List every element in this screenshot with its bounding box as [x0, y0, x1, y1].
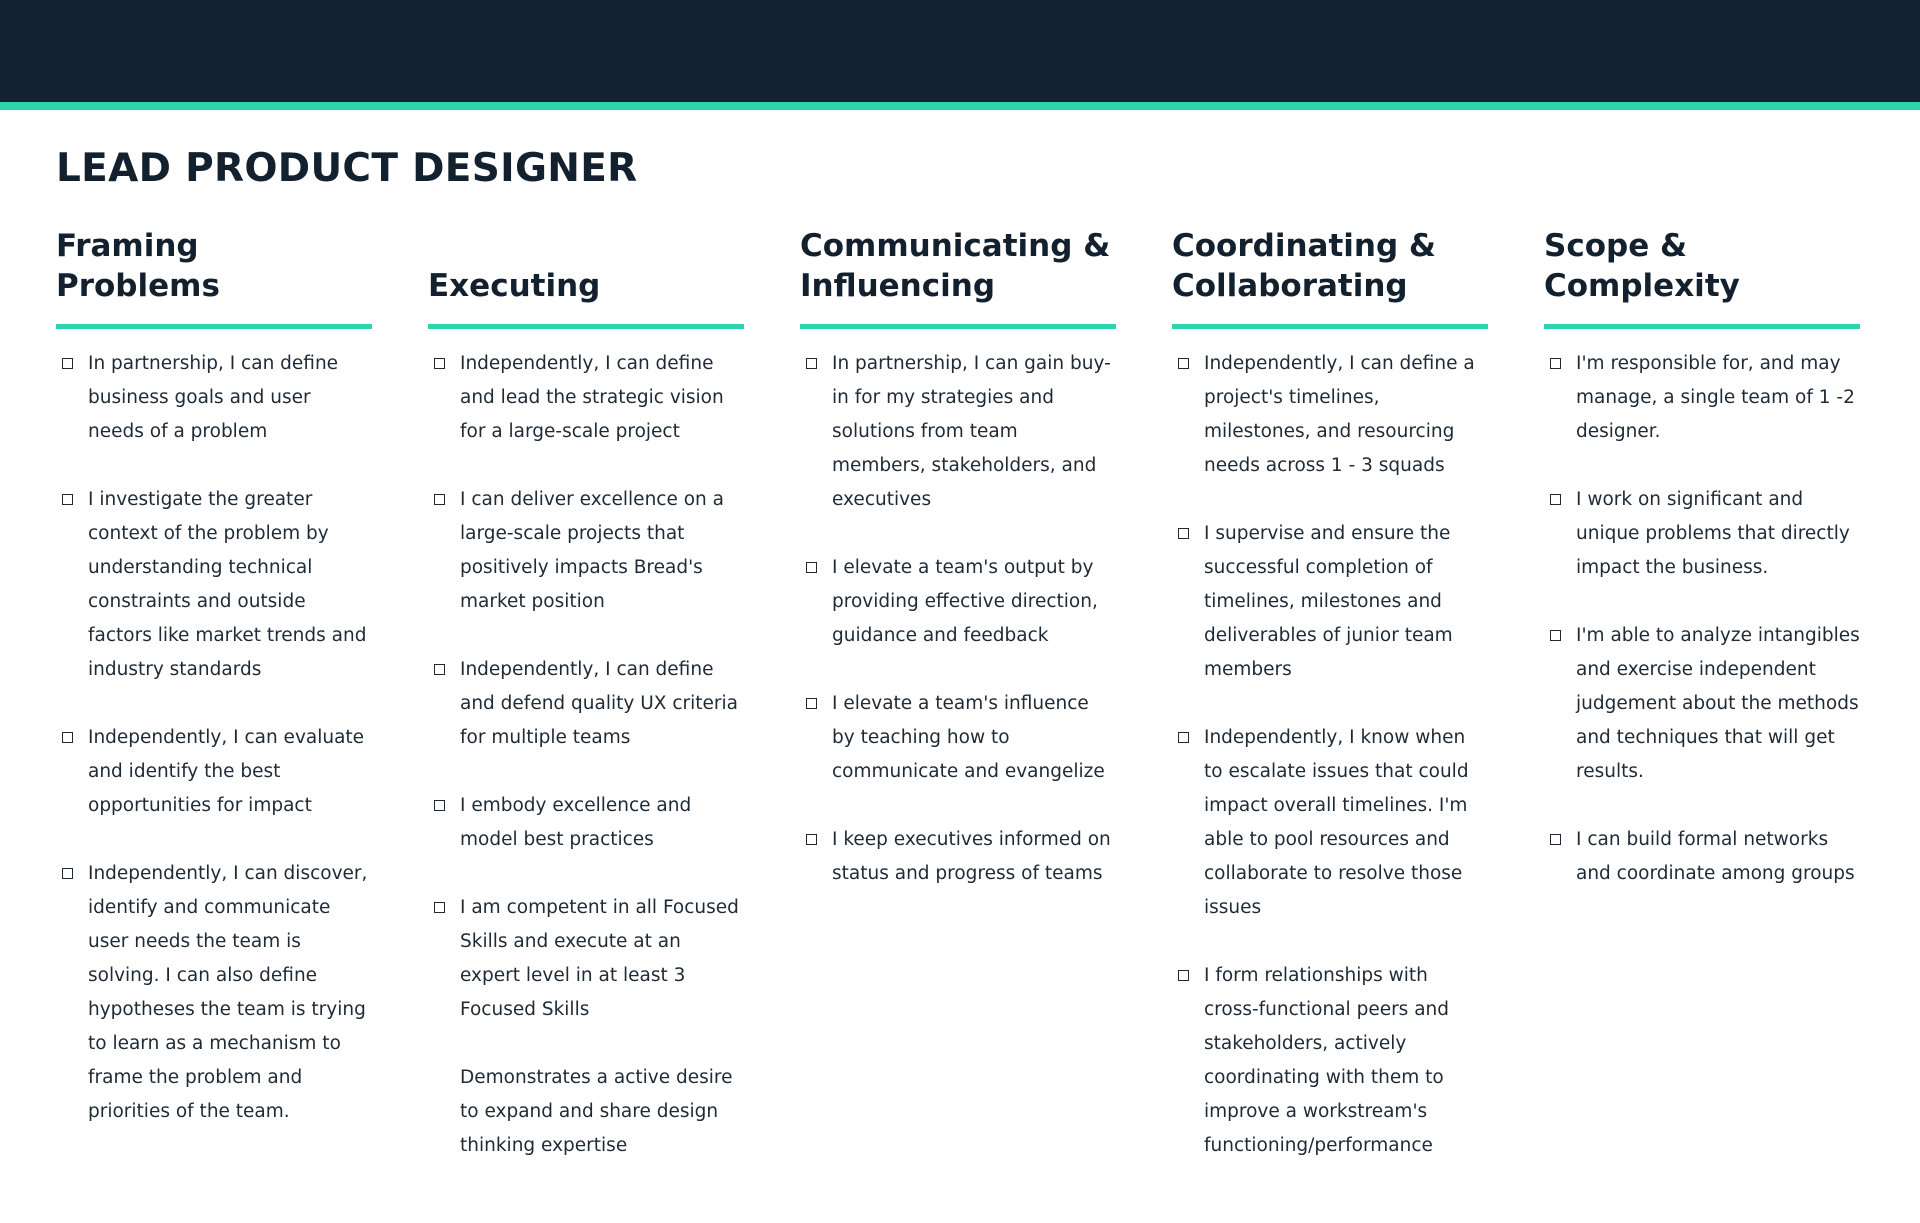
item-text: I'm able to analyze intangibles and exercise independent judgement about the methods and techniques that will get results.	[1576, 625, 1860, 782]
checkbox-icon[interactable]	[434, 494, 445, 505]
checklist-item	[428, 483, 744, 619]
item-text: In partnership, I can gain buy-in for my strategies and solutions from team members, stakeholders, and executives	[832, 353, 1111, 510]
item-text: Independently, I can discover, identify and communicate user needs the team is solving. I can also define hypotheses the team is trying to learn as a mechanism to frame the problem and priorities of the team.	[88, 863, 368, 1122]
column-header	[56, 226, 372, 329]
checklist-item	[800, 823, 1116, 891]
checkbox-icon[interactable]	[434, 664, 445, 675]
checklist	[56, 329, 372, 1129]
checkbox-icon[interactable]	[1550, 834, 1561, 845]
item-text: I am competent in all Focused Skills and execute at an expert level in at least 3 Focused Skills	[460, 897, 739, 1020]
column-header	[428, 226, 744, 329]
checklist-item	[56, 721, 372, 823]
item-text: Independently, I can define and lead the strategic vision for a large-scale project	[460, 353, 724, 442]
column-title: Executing	[428, 268, 601, 304]
column-communicating-influencing	[800, 226, 1116, 1197]
item-text: Independently, I know when to escalate issues that could impact overall timelines. I'm able to pool resources and collaborate to resolve those issues	[1204, 727, 1469, 918]
checklist	[800, 329, 1116, 891]
checkbox-icon[interactable]	[1550, 494, 1561, 505]
checklist-item	[800, 687, 1116, 789]
item-text: I can build formal networks and coordinate among groups	[1576, 829, 1855, 884]
checklist-item	[428, 347, 744, 449]
column-header	[800, 226, 1116, 329]
item-text: I supervise and ensure the successful completion of timelines, milestones and deliverables of junior team members	[1204, 523, 1453, 680]
checklist-item	[1544, 619, 1860, 789]
top-banner	[0, 0, 1920, 102]
checklist	[1544, 329, 1860, 891]
checkbox-icon[interactable]	[62, 732, 73, 743]
checkbox-icon[interactable]	[1178, 970, 1189, 981]
checklist-note	[428, 1061, 744, 1163]
checklist	[1172, 329, 1488, 1163]
item-text: I work on significant and unique problems that directly impact the business.	[1576, 489, 1850, 578]
checkbox-icon[interactable]	[434, 358, 445, 369]
checklist	[428, 329, 744, 1163]
checkbox-icon[interactable]	[62, 868, 73, 879]
checklist-item	[428, 653, 744, 755]
checklist-item	[56, 483, 372, 687]
item-text: I elevate a team's influence by teaching how to communicate and evangelize	[832, 693, 1105, 782]
item-text: I elevate a team's output by providing effective direction, guidance and feedback	[832, 557, 1098, 646]
checkbox-icon[interactable]	[806, 562, 817, 573]
item-text: In partnership, I can define business goals and user needs of a problem	[88, 353, 339, 442]
item-text: I investigate the greater context of the problem by understanding technical constraints and outside factors like market trends and industry standards	[88, 489, 367, 680]
column-title: Coordinating & Collaborating	[1172, 228, 1436, 304]
note-text: Demonstrates a active desire to expand and share design thinking expertise	[460, 1067, 733, 1156]
item-text: I'm responsible for, and may manage, a single team of 1 -2 designer.	[1576, 353, 1855, 442]
checkbox-icon[interactable]	[806, 358, 817, 369]
checkbox-icon[interactable]	[1550, 630, 1561, 641]
checkbox-icon[interactable]	[1178, 358, 1189, 369]
checklist-item	[1172, 721, 1488, 925]
item-text: I embody excellence and model best practices	[460, 795, 692, 850]
checklist-item	[1172, 959, 1488, 1163]
item-text: I keep executives informed on status and progress of teams	[832, 829, 1111, 884]
checkbox-icon[interactable]	[1178, 528, 1189, 539]
checklist-item	[1544, 483, 1860, 585]
checkbox-icon[interactable]	[806, 698, 817, 709]
checklist-item	[1544, 823, 1860, 891]
column-title: Framing Problems	[56, 228, 220, 304]
checklist-item	[56, 347, 372, 449]
checklist-item	[56, 857, 372, 1129]
column-title: Scope & Complexity	[1544, 228, 1740, 304]
page-title: LEAD PRODUCT DESIGNER	[56, 146, 638, 191]
item-text: I form relationships with cross-functional peers and stakeholders, actively coordinating with them to improve a workstream's functioning/performance	[1204, 965, 1450, 1156]
competency-columns	[56, 226, 1862, 1197]
column-title: Communicating & Influencing	[800, 228, 1111, 304]
checkbox-icon[interactable]	[434, 902, 445, 913]
checklist-item	[1172, 347, 1488, 483]
checklist-item	[1544, 347, 1860, 449]
accent-divider	[0, 102, 1920, 110]
column-framing-problems	[56, 226, 372, 1197]
checkbox-icon[interactable]	[434, 800, 445, 811]
checklist-item	[428, 789, 744, 857]
checkbox-icon[interactable]	[62, 494, 73, 505]
item-text: Independently, I can evaluate and identify the best opportunities for impact	[88, 727, 365, 816]
column-coordinating-collaborating	[1172, 226, 1488, 1197]
checkbox-icon[interactable]	[1178, 732, 1189, 743]
column-header	[1544, 226, 1860, 329]
column-scope-complexity	[1544, 226, 1860, 1197]
checklist-item	[1172, 517, 1488, 687]
checklist-item	[800, 347, 1116, 517]
checklist-item	[800, 551, 1116, 653]
column-executing	[428, 226, 744, 1197]
checkbox-icon[interactable]	[1550, 358, 1561, 369]
item-text: Independently, I can define a project's timelines, milestones, and resourcing needs across 1 - 3 squads	[1204, 353, 1475, 476]
item-text: Independently, I can define and defend quality UX criteria for multiple teams	[460, 659, 738, 748]
column-header	[1172, 226, 1488, 329]
checkbox-icon[interactable]	[806, 834, 817, 845]
checklist-item	[428, 891, 744, 1027]
item-text: I can deliver excellence on a large-scale projects that positively impacts Bread's market position	[460, 489, 724, 612]
checkbox-icon[interactable]	[62, 358, 73, 369]
